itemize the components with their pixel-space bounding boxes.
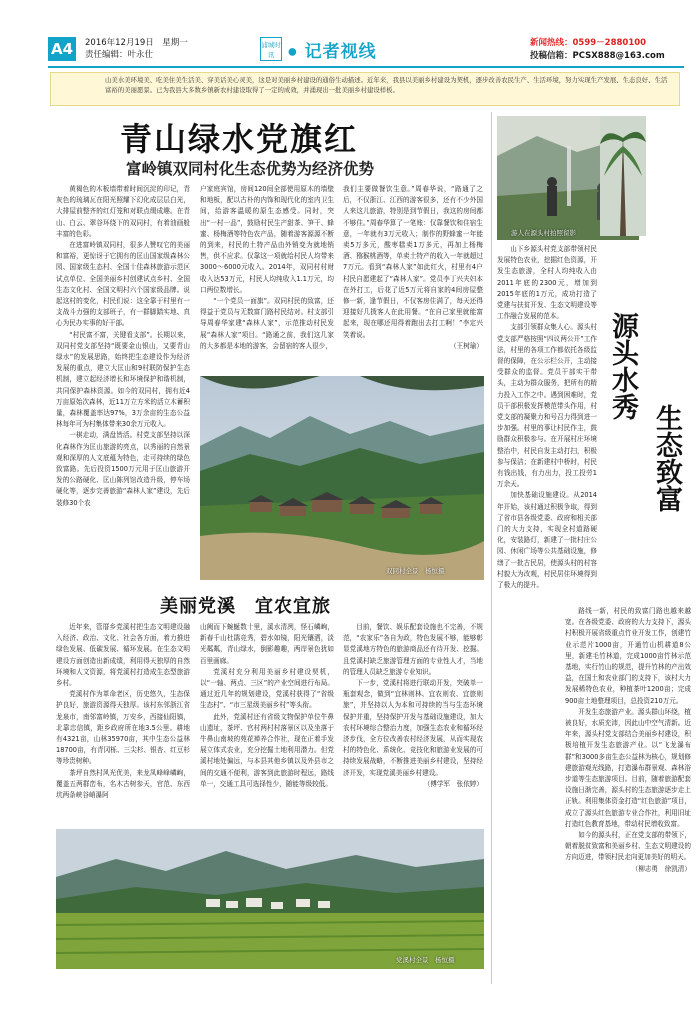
photo-caption: 党溪村全景 杨恒摄 — [396, 956, 455, 964]
paragraph: 近年来，管厝乡党溪村把生态文明建设融入经济、政治、文化、社会各方面，着力推进绿色发展、低碳发展、循环发展。在生态文明建设方面创造出新成绩，利用得天独厚的自然环境和人文资源，将党溪村打造成生态型旅游乡村。 — [56, 623, 190, 688]
section-title-text: 记者视线 — [304, 42, 377, 62]
headline-char: 源头水秀 — [607, 312, 638, 420]
article3-column-top — [497, 244, 597, 600]
palm-photo — [600, 116, 646, 236]
paragraph: 支部引领群众集人心。源头村党支部严格按照“四议两公开”工作法，村里的各项工作都依托各级监督的保障，在公示栏公开，主动接受群众的监督。党员干部实干带头，主动为群众服务，把所有的精力投入工作之中。遇到困难时，党员干部积极发挥模范带头作用，村党支部的凝聚力和号召力得到进一步加强。村里的事让村民作主，鼓励群众积极参与。在开展村庄环境整治中，村民自发主动打扫，积极参与保洁；在新建村中桥时，村民有钱出钱，有力出力，投工投劳1万余天。 — [497, 323, 597, 489]
paragraph: 山下乡源头村党支部带领村民发展特色农业，挖掘红色资源，开发生态旅游，全村人均纯收入由2011年底的2300元，增加到2015年底的1万元，成功打造了党建与扶贫开发、生态文明建设等工作融合发展的范本。 — [497, 245, 597, 321]
column-divider — [491, 112, 492, 984]
bullet-icon: ● — [288, 46, 298, 58]
issue-date: 2016年12月19日 星期一 — [85, 38, 188, 48]
photo-caption: 游人在源头村拍照留影 — [511, 229, 576, 237]
article2-column-1 — [56, 622, 190, 822]
byline: （柳志勇 徐凯清） — [631, 864, 691, 873]
paragraph: 党溪村作为革命老区，历史悠久，生态保护良好，旅游资源得天独厚。该村东邻浙江省龙泉市，南邻富岭镇，万安乡，西接仙阳镇，北靠忠信镇，距乡政府所在地3.5公里。耕地有4321亩，山林35970亩，其中生态公益林18700亩，有青冈栎、三尖杉、银杏、红豆杉等珍贵树种。 — [56, 690, 190, 766]
article2-column-3 — [343, 622, 483, 822]
intro-box — [50, 72, 680, 106]
paragraph: “村民富不富，关键看支部”。长期以来，双同村党支部坚持“既要金山银山，又要青山绿水”的发展思路，始终把生态建设作为经济发展的重点，建立大匡山和9村联防保护生态机制，建立起经济增长和环境保护和谐机制，共同保护森林资源。如今的双同村，拥有近4万亩原始次森林，近11万立方米的活立木蓄积量，森林覆盖率达97%，3万余亩的生态公益林每年可为村集体带来30余万元收入。 — [56, 330, 190, 429]
section-title — [288, 37, 377, 62]
newspaper-logo: 浦城时讯 — [260, 37, 282, 61]
contribution-email: 投稿信箱：PCSX888@163.com — [530, 51, 665, 61]
paragraph: 山阙而下蜿蜒数十里，溪水清冽，怪石嶙峋，新春千山杜鹃竞秀，碧水如镜，阳光镶洒，淡光粼粼，青山绿水，倒影趣趣，两岸景色犹如百里画廊。 — [200, 623, 334, 665]
headline-line-2 — [646, 404, 686, 512]
byline: （傅学军 张依婷） — [423, 779, 483, 788]
dangxi-village-photo — [56, 829, 484, 969]
paragraph: 党溪村充分利用美丽乡村建设契机，以“一轴、两点、三区”的产业空间进行布局。通过近几年的规划建设，党溪村获得了“省级生态村”、“市三星级美丽乡村”等头衔。 — [200, 667, 334, 710]
village-panorama-photo — [200, 376, 484, 580]
headline-line-1 — [602, 312, 642, 420]
paragraph: 如今的源头村，正在党支部的带领下，朝着脱贫致富和美丽乡村、生态文明建设的方向迈进，带领村民走向更加美好的明天。 — [565, 831, 691, 862]
paragraph: 在进富岭镇双同村，很多人赞叹它的美丽和富裕，更惊讶于它拥有的匡山国家级森林公园、国家级生态村、全国十佳森林旅游示范区试点单位、全国美丽乡村创建试点乡村、全国生态文化村、全国文明村六个国家级品牌。说起这村的变化，村民们说：这全靠于村里有一支战斗力强的支部班子，有一群脚踏实地、真心为民办实事的好干部。 — [56, 241, 190, 328]
responsible-editor: 责任编辑：叶永仕 — [85, 50, 154, 60]
masthead — [48, 34, 684, 64]
masthead-rule — [48, 66, 684, 68]
paragraph: 户家庭宾馆，房间120间全部使用原木的墙壁和地板，配以古朴的内饰和现代化的室内卫生间，给游客温暖的原生态感受。同时，突出“一村一品”，鼓励村民生产甜茶、笋干、蜂蜜、杨梅酒等特色农产品，随着游客源源不断的到来，村民的土特产品由外销变为就地销售，供不应求。仅靠这一项就给村民人均带来3000～6000元收入。2014年，双同村村财收入达53万元，村民人均纯收入1.1万元，均口两位数增长。 — [200, 185, 334, 294]
page-number-tag: A4 — [48, 37, 76, 61]
intro-text: 山美水美环境美、吃美住美生活美、穿美话美心灵美，这是对美丽乡村建设的通俗生动描述。近年来，我县以美丽乡村建设为契机，逐步改善农民生产、生活环境，努力实现生产发展、生态良好、生活富裕的美丽愿景。已为我县大多数乡镇新农村建设取得了一定的成效，并涌现出一批美丽乡村建设样板。 — [105, 76, 668, 94]
article1-subheadline: 富岭镇双同村化生态优势为经济优势 — [126, 159, 375, 178]
photo-caption: 双同村全景 杨恒摄 — [386, 567, 445, 575]
paragraph: 此外，党溪村还有省级文物保护单位牛鼻山遗址，茶坪、官村两村村落景区以及坐落于牛鼻山南坡的苑花禅养合作社，现在正着手发展立体式农业，充分挖掘土地利用潜力。但党溪村地处偏远，与本县其他乡镇以及外县市之间的交通不便利，游客到此旅游时程远，路线单一，交通工具可选择性少，随能等级较低。 — [200, 712, 334, 788]
article1-column-1 — [56, 184, 190, 582]
paragraph: 我们主要做餐饮生意。”周春华说，“路通了之后，不仅浙江、江西的游客很多，还有不少外国人来这儿旅游，特别是到节假日，我这的房间都不够住。”周春华算了一笔账：仅靠餐饮和住宿生意，一年就有3万元收入；制作的野蜂蜜一年能卖5万多元，酸枣糕卖1万多元，再加上杨梅酒、猕猴桃酒等，单卖土特产的收入一年就超过7万元。看到“森林人家”如此红火，村里有4户村民自愿建起了“森林人家”。党员李丁兴夫妇本在外打工，后花了近5万元将自家的4间房屋整修一新，逢节假日，不仅客房住满了，每天还得迎接好几拨客人在此用餐。“在自己家里就能富起来，现在哪还用得着跑出去打工啊！”李定兴笑着说。 — [343, 185, 483, 339]
article2-column-2 — [200, 622, 334, 822]
byline: （王树瑜） — [450, 341, 483, 350]
article3-column-bottom — [565, 606, 691, 984]
paragraph: 黄褐色的木板墙带着时间沉淀的印记，青灰色的琉璃瓦在阳光照耀下幻化成层层白光，大排屋前整齐的红灯笼和对联点缀成趣。在青山、白云、翠谷环绕下的双同村，有着油画般丰富的色彩。 — [56, 185, 190, 238]
news-hotline: 新闻热线：0599－2880100 — [530, 38, 647, 48]
paragraph: “一个党员一面旗”。双同村民的致富，还得益于党员与无数富门路村民结对。村支部引导周春华家建“森林人家”，示范推动村民发展“森林人家”项目。“路通之前，我们这几家的大多都是本地的游客，会留宿的客人很少， — [200, 297, 334, 350]
paragraph: 一棋走动，满盘皆活。村党支部坚持以深化森林作为匡山旅游的亮点，以秀丽的自然景观和深厚的人文底蕴为特色，走可持续的绿色致富路。先后投资1500万元用于匡山旅游开发的公路硬化、匡山陈列馆改造升级，停车场硬化等，逐步完善旅游“森林人家”建设，先后装修30个农 — [56, 431, 190, 507]
paragraph: 路线一新，村民的致富门路也越来越宽。在各级党委、政府的大力支持下，源头村积极开展省级重点竹业开发工作，创建竹业示范片1000亩，开通竹山机耕道8公里，新建毛竹林道，完成1000亩竹林示范基地，实行竹山的规范，提升竹林的产出效益，在国土和农业部门的支持下，该村大力发展稀特色农业，种植茶叶1200亩；完成900亩土地整理项目，总投资210万元。 — [565, 607, 691, 705]
paragraph: 下一步，党溪村将进行联动开发，突破单一瓶套观念，做到“宜林则林、宜农则农、宜旅则旅”，并坚持以人为本和可持续的当与生态环境保护并重，坚持保护开发与基础设施建设，加大农村环境综合整治力度，加强生态农业和循环经济步伐，全方位改善农村经济发展，从而实现农村的特色化、系统化、竞技化和旅游业发展的可持续发展战略，不断推进美丽乡村建设，坚持经济开发，实现党溪美丽乡村建设。 — [343, 679, 483, 777]
paragraph: 茶坪自然村风光优美，来龙凤峰峰嶙峋，覆盖五两群峦布，名木古树参天，官范、东西坑两条峡谷峭瀑阿 — [56, 768, 190, 800]
paragraph: 加快基础设施建设。从2014年开始，该村通过积极争取，得到了省市县各级党委、政府和相关部门的大力支持，实现全村道路硬化，安装路灯，新建了一批村庄公园、休闲广场等公共基础设施，修缮了一批古民居，使源头村的村容村貌大为改观，村民居住环境得到了极大的提升。 — [497, 491, 597, 590]
article1-headline: 青山绿水党旗红 — [120, 120, 359, 158]
paragraph: 开发生态旅游产业。源头群山环绕，植被良好，水质充沛，因此山中空气清新。近年来，源头村党支部结合美丽乡村建设，积极培植开发生态旅游产业。以“飞龙瀑布群”和3000多亩生态公益林为核心，规划修建旅游观光线路，打造瀑布群景观、森林浴步道等生态旅游项目。目前，随着旅游配套设施日渐完善，源头村的生态旅游逐步走上正轨。利用集体资金打造“红色旅游”项目，成立了源头红色旅游专业合作社，利用旧址打造红色教育基地，带动村民增收致富。 — [565, 707, 691, 828]
article1-column-3 — [343, 184, 483, 352]
paragraph: 目前，餐饮、娱乐配套设施也不完善，不规范，“农家乐”各自为政，特色发展不够，能够彰显党溪地方特色的旅游商品还有待开发、挖掘。且党溪村缺乏旅游管理方面的专业性人才，当地的管理人员缺乏旅游专业知识。 — [343, 623, 483, 676]
article1-column-2 — [200, 184, 334, 352]
headline-char: 生态致富 — [651, 404, 682, 512]
article2-headline: 美丽党溪 宜农宜旅 — [160, 596, 331, 617]
